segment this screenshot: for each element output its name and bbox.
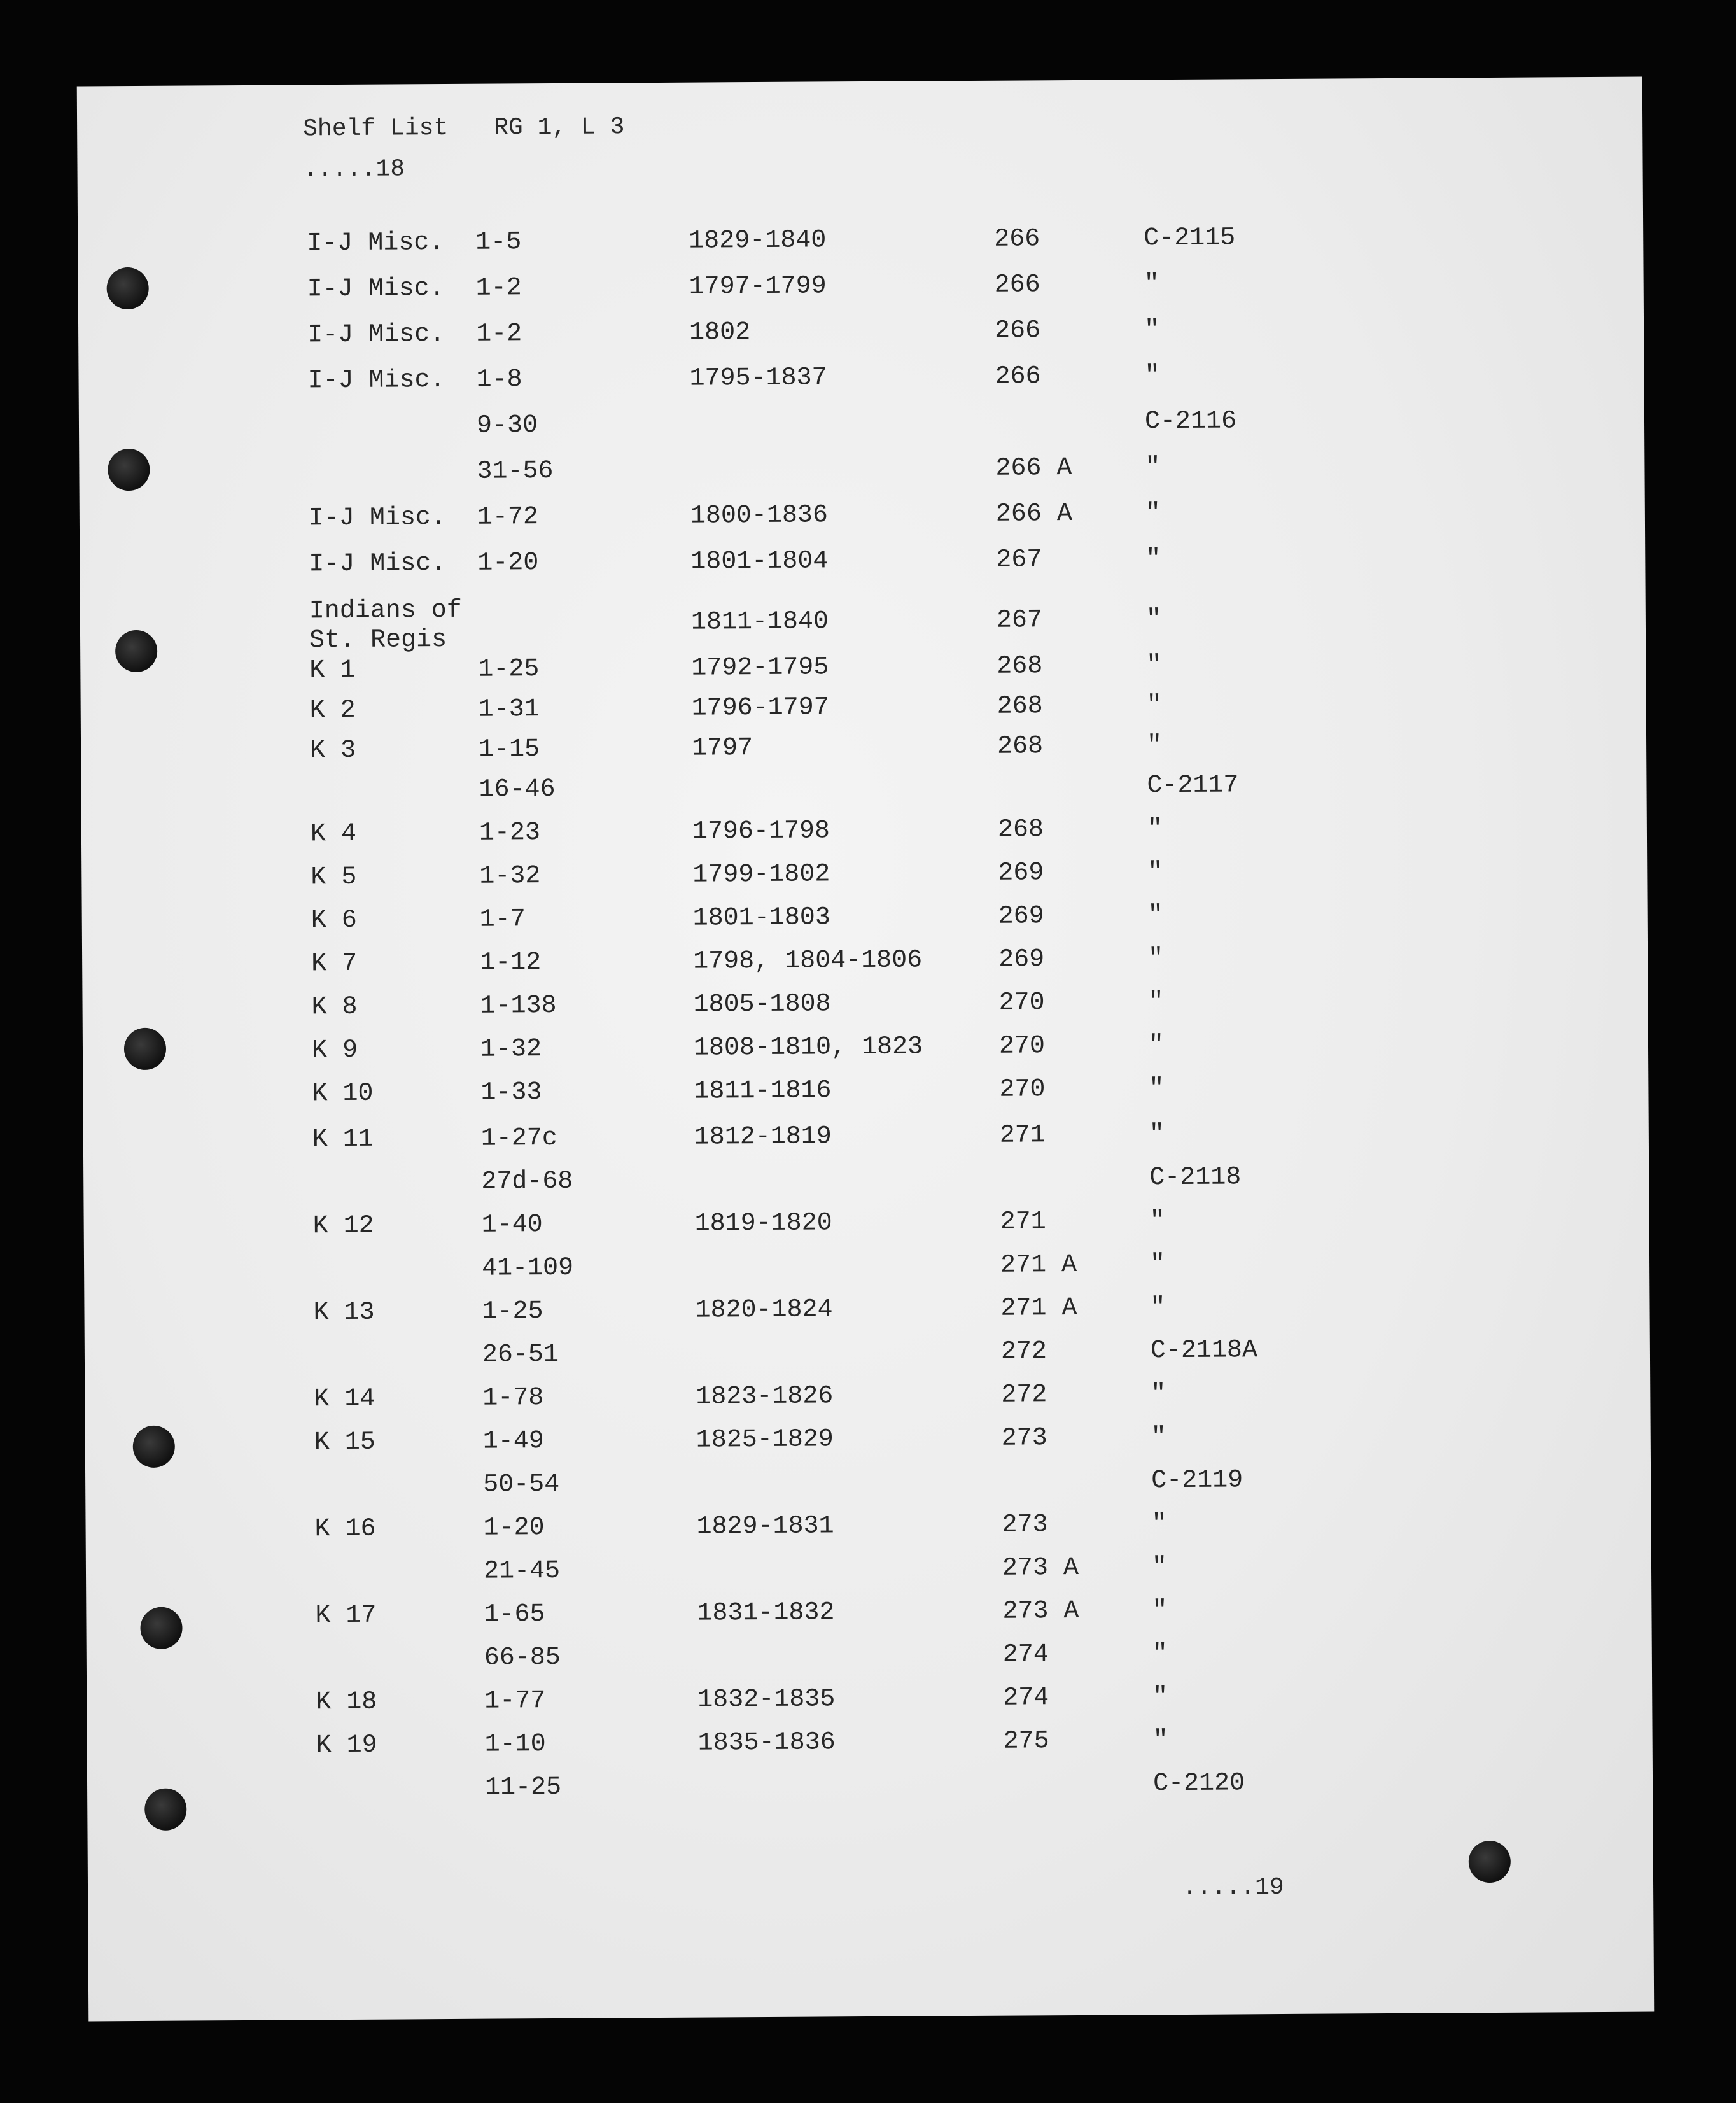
dates-cell: 1820-1824 (695, 1295, 833, 1325)
dates-cell: 1808-1810, 1823 (693, 1032, 923, 1063)
reel-cell: " (1145, 499, 1161, 528)
reel-cell: " (1149, 1074, 1165, 1104)
dates-cell: 1799-1802 (692, 860, 830, 890)
reel-cell: C-2120 (1152, 1769, 1245, 1799)
range-cell: 1-40 (481, 1211, 543, 1240)
box-cell: 270 (999, 1075, 1046, 1104)
punch-hole (108, 449, 150, 491)
box-cell: 273 A (1002, 1596, 1079, 1626)
page-continuation-top: .....18 (303, 155, 405, 184)
series-cell: K 2 (309, 696, 356, 726)
box-cell: 268 (997, 652, 1043, 681)
range-cell: 1-20 (477, 549, 539, 578)
reel-cell: " (1144, 316, 1160, 345)
range-cell: 1-25 (482, 1297, 543, 1326)
series-cell: K 13 (313, 1298, 375, 1328)
record-group: RG 1, L 3 (494, 113, 625, 142)
reel-cell: " (1152, 1683, 1168, 1712)
dates-cell: 1792-1795 (691, 653, 829, 683)
series-cell: K 8 (311, 992, 358, 1022)
range-cell: 1-8 (476, 365, 522, 395)
box-cell: 270 (998, 988, 1045, 1018)
dates-cell: 1801-1803 (692, 903, 830, 933)
box-cell: 271 A (1000, 1250, 1077, 1280)
series-cell: K 11 (312, 1125, 374, 1155)
range-cell: 1-2 (475, 274, 522, 303)
range-cell: 1-12 (480, 948, 542, 978)
box-cell: 272 (1001, 1381, 1047, 1410)
series-cell: K 7 (311, 949, 358, 979)
range-cell: 66-85 (484, 1643, 561, 1673)
punch-hole (106, 267, 148, 309)
reel-cell: " (1148, 945, 1164, 974)
box-cell: 270 (998, 1032, 1046, 1061)
series-cell: K 18 (316, 1687, 377, 1717)
punch-hole (124, 1028, 166, 1070)
range-cell: 21-45 (483, 1556, 561, 1586)
box-cell: 266 (995, 362, 1041, 391)
page-continuation-bottom: .....19 (1182, 1874, 1284, 1902)
series-cell: K 1 (309, 656, 356, 686)
dates-cell: 1797 (691, 734, 753, 763)
series-cell: K 5 (311, 862, 357, 892)
dates-cell: 1805-1808 (693, 990, 831, 1020)
range-cell: 26-51 (482, 1340, 559, 1370)
series-cell: K 3 (309, 736, 356, 766)
range-cell: 1-78 (482, 1384, 544, 1413)
series-cell: I-J Misc. (307, 229, 445, 258)
series-cell: K 15 (314, 1428, 375, 1458)
reel-cell: " (1145, 453, 1161, 482)
reel-cell: C-2115 (1144, 223, 1236, 253)
range-cell: 1-49 (482, 1427, 544, 1456)
dates-cell: 1797-1799 (689, 272, 827, 302)
reel-cell: " (1151, 1423, 1166, 1452)
series-cell: K 10 (312, 1079, 374, 1109)
range-cell: 1-33 (480, 1078, 542, 1108)
dates-cell: 1835-1836 (697, 1728, 836, 1758)
box-cell: 267 (996, 606, 1043, 635)
series-cell: I-J Misc. (307, 366, 445, 396)
reel-cell: " (1144, 362, 1160, 391)
punch-hole (133, 1426, 175, 1468)
range-cell: 41-109 (481, 1253, 574, 1283)
dates-cell: 1800-1836 (690, 501, 829, 531)
range-cell: 1-32 (479, 862, 541, 891)
dates-cell: 1802 (689, 318, 751, 348)
series-cell: K 19 (316, 1731, 377, 1761)
reel-cell: C-2116 (1144, 407, 1237, 437)
dates-cell: 1798, 1804-1806 (693, 946, 923, 976)
reel-cell: C-2118A (1150, 1336, 1258, 1366)
series-cell: I-J Misc. (308, 503, 447, 533)
reel-cell: C-2117 (1147, 771, 1239, 801)
punch-hole (144, 1789, 186, 1831)
box-cell: 266 (994, 316, 1041, 346)
series-cell: K 14 (314, 1384, 375, 1414)
series-cell: K 9 (311, 1036, 358, 1066)
range-cell: 1-23 (479, 819, 541, 848)
range-cell: 1-77 (484, 1687, 546, 1716)
punch-hole (115, 630, 157, 672)
range-cell: 1-72 (477, 503, 539, 532)
reel-cell: " (1146, 651, 1162, 680)
punch-hole (140, 1607, 182, 1649)
dates-cell: 1823-1826 (696, 1382, 834, 1412)
box-cell: 273 (1001, 1424, 1047, 1453)
dates-cell: 1811-1840 (690, 607, 829, 637)
reel-cell: " (1145, 605, 1162, 635)
reel-cell: " (1151, 1510, 1167, 1539)
range-cell: 1-32 (480, 1035, 542, 1064)
punch-hole (1469, 1841, 1511, 1883)
dates-cell: 1819-1820 (694, 1209, 832, 1239)
reel-cell: C-2119 (1151, 1466, 1243, 1496)
series-cell: I-J Misc. (307, 274, 445, 304)
range-cell: 1-31 (478, 695, 540, 724)
box-cell: 271 (999, 1121, 1046, 1150)
series-cell: Indians of St. Regis (309, 596, 462, 656)
range-cell: 1-7 (479, 905, 526, 934)
reel-cell: " (1145, 545, 1161, 574)
reel-cell: " (1148, 988, 1164, 1017)
dates-cell: 1811-1816 (694, 1076, 832, 1106)
range-cell: 50-54 (483, 1470, 560, 1500)
box-cell: 268 (997, 692, 1043, 721)
range-cell: 1-20 (483, 1514, 545, 1543)
dates-cell: 1829-1831 (696, 1512, 834, 1542)
reel-cell: " (1147, 901, 1163, 931)
reel-cell: " (1149, 1120, 1165, 1150)
paper-sheet (77, 77, 1655, 2022)
reel-cell: " (1146, 731, 1163, 761)
range-cell: 1-25 (478, 655, 540, 684)
dates-cell: 1801-1804 (690, 547, 829, 577)
reel-cell: " (1152, 1726, 1168, 1755)
reel-cell: " (1149, 1250, 1166, 1279)
box-cell: 273 A (1002, 1553, 1079, 1583)
box-cell: 273 (1002, 1510, 1048, 1540)
box-cell: 268 (997, 732, 1044, 761)
range-cell: 31-56 (477, 456, 554, 486)
reel-cell: " (1147, 815, 1163, 844)
reel-cell: " (1151, 1380, 1166, 1409)
dates-cell: 1796-1797 (691, 693, 829, 723)
box-cell: 266 (994, 271, 1040, 300)
dates-cell: 1825-1829 (696, 1425, 834, 1455)
range-cell: 11-25 (484, 1773, 562, 1803)
reel-cell: " (1151, 1553, 1168, 1582)
box-cell: 271 A (1000, 1293, 1077, 1323)
reel-cell: " (1148, 1031, 1165, 1060)
reel-cell: " (1152, 1640, 1168, 1669)
box-cell: 267 (996, 545, 1042, 575)
reel-cell: " (1147, 858, 1163, 887)
box-cell: 271 (1000, 1207, 1046, 1237)
dates-cell: 1832-1835 (697, 1685, 836, 1715)
dates-cell: 1829-1840 (689, 226, 827, 256)
range-cell: 1-65 (484, 1600, 545, 1629)
range-cell: 1-2 (475, 320, 522, 349)
reel-cell: " (1152, 1596, 1168, 1626)
range-cell: 1-15 (478, 735, 540, 764)
box-cell: 268 (997, 815, 1044, 845)
dates-cell: 1812-1819 (694, 1122, 832, 1152)
range-cell: 9-30 (476, 411, 538, 440)
series-cell: K 6 (311, 906, 357, 936)
box-cell: 266 A (995, 454, 1072, 483)
reel-cell: C-2118 (1149, 1163, 1242, 1193)
series-cell: K 4 (310, 819, 357, 849)
range-cell: 16-46 (479, 775, 556, 805)
series-cell: K 16 (314, 1514, 376, 1544)
series-cell: I-J Misc. (309, 549, 447, 579)
series-cell: K 17 (315, 1601, 377, 1631)
box-cell: 266 (994, 225, 1040, 254)
reel-cell: " (1144, 270, 1159, 299)
box-cell: 275 (1003, 1727, 1049, 1756)
series-cell: K 12 (312, 1211, 374, 1241)
dates-cell: 1796-1798 (692, 817, 830, 847)
box-cell: 272 (1000, 1337, 1047, 1367)
box-cell: 269 (998, 945, 1045, 974)
document-title: Shelf List (303, 114, 449, 143)
reel-cell: " (1150, 1293, 1166, 1323)
dates-cell: 1795-1837 (689, 363, 827, 393)
series-cell: I-J Misc. (307, 320, 445, 350)
box-cell: 269 (998, 902, 1044, 931)
reel-cell: " (1146, 691, 1162, 721)
range-cell: 27d-68 (481, 1167, 573, 1197)
range-cell: 1-138 (480, 991, 557, 1021)
box-cell: 269 (998, 859, 1044, 888)
box-cell: 274 (1003, 1684, 1049, 1713)
box-cell: 266 A (995, 500, 1073, 529)
range-cell: 1-27c (480, 1123, 558, 1153)
dates-cell: 1831-1832 (697, 1598, 835, 1628)
box-cell: 274 (1002, 1640, 1049, 1670)
range-cell: 1-5 (475, 228, 522, 257)
range-cell: 1-10 (484, 1730, 546, 1759)
reel-cell: " (1149, 1207, 1165, 1236)
